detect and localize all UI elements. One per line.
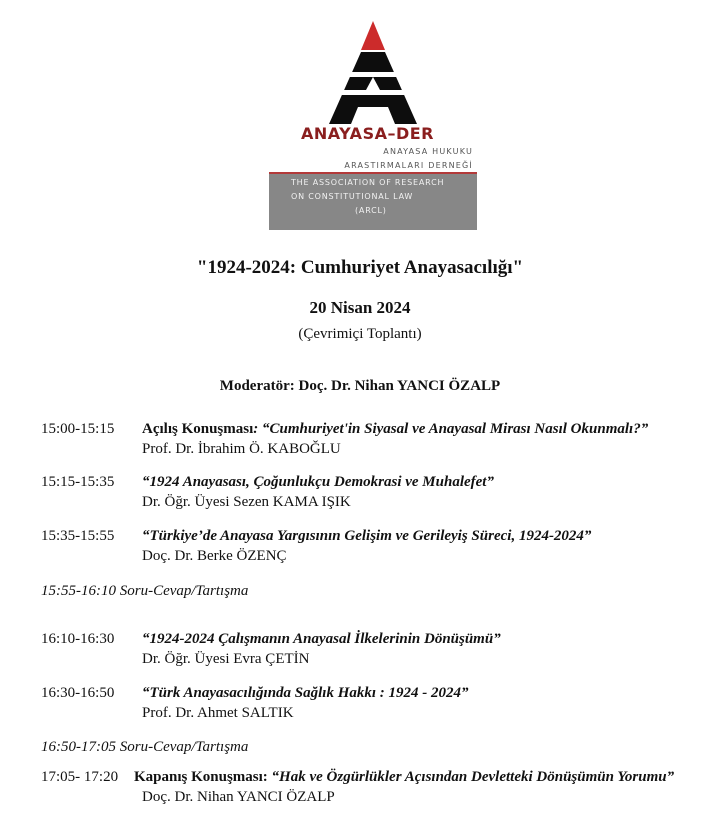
event-title: "1924-2024: Cumhuriyet Anayasacılığı" [196,257,524,278]
session-title [142,631,501,648]
session-speaker: Dr. Öğr. Üyesi Sezen KAMA IŞIK [142,494,351,510]
session-title [142,474,494,491]
event-mode: (Çevrimiçi Toplantı) [298,326,422,342]
break-item: 15:55-16:10 Soru-Cevap/Tartışma [41,583,249,599]
logo-english-box [269,172,477,230]
session-title-text: “Türkiye’de Anayasa Yargısının Gelişim ve Gerileyiş Süreci, 1924-2024” [142,528,592,544]
session-time: 16:10-16:30 [41,631,115,647]
session-speaker: Doç. Dr. Nihan YANCI ÖZALP [142,789,335,805]
session-time: 15:35-15:55 [41,528,115,544]
session-time: 15:00-15:15 [41,421,115,437]
session-title [142,421,648,438]
logo-subtitle-1: ANAYASA HUKUKU [383,147,473,156]
session-prefix: Kapanış Konuşması: [134,769,268,785]
logo-name: ANAYASA–DER [301,124,434,143]
session-title-text: “1924-2024 Çalışmanın Anayasal İlkelerinin Dönüşümü” [142,631,501,647]
session-title [142,528,591,545]
session-prefix: Açılış Konuşması [142,421,254,437]
logo-english-1: THE ASSOCIATION OF RESEARCH [291,178,445,187]
session-time: 16:30-16:50 [41,685,115,701]
session-speaker: Prof. Dr. İbrahim Ö. KABOĞLU [142,441,341,457]
session-time: 17:05- 17:20 [41,769,119,785]
logo-english-2: ON CONSTITUTIONAL LAW [291,192,414,201]
session-speaker: Prof. Dr. Ahmet SALTIK [142,705,294,721]
logo-subtitle-2: ARASTIRMALARI DERNEĞİ [344,161,473,170]
session-title-text: : “Cumhuriyet'in Siyasal ve Anayasal Mirası Nasıl Okunmalı?” [253,421,649,437]
session-speaker: Dr. Öğr. Üyesi Evra ÇETİN [142,651,310,667]
moderator: Moderatör: Doç. Dr. Nihan YANCI ÖZALP [219,378,501,394]
session-title-text: “Hak ve Özgürlükler Açısından Devletteki Dönüşümün Yorumu” [267,769,675,785]
session-time: 15:15-15:35 [41,474,115,490]
logo-english-3: (ARCL) [355,206,387,215]
session-title [142,685,469,702]
session-title [134,769,674,786]
event-date: 20 Nisan 2024 [309,298,411,317]
logo-emblem [269,18,477,138]
session-title-text: “Türk Anayasacılığında Sağlık Hakkı : 1924 - 2024” [142,685,469,701]
association-logo [269,18,477,215]
break-item: 16:50-17:05 Soru-Cevap/Tartışma [41,739,249,755]
session-title-text: “1924 Anayasası, Çoğunlukçu Demokrasi ve Muhalefet” [142,474,494,490]
session-speaker: Doç. Dr. Berke ÖZENÇ [142,548,287,564]
